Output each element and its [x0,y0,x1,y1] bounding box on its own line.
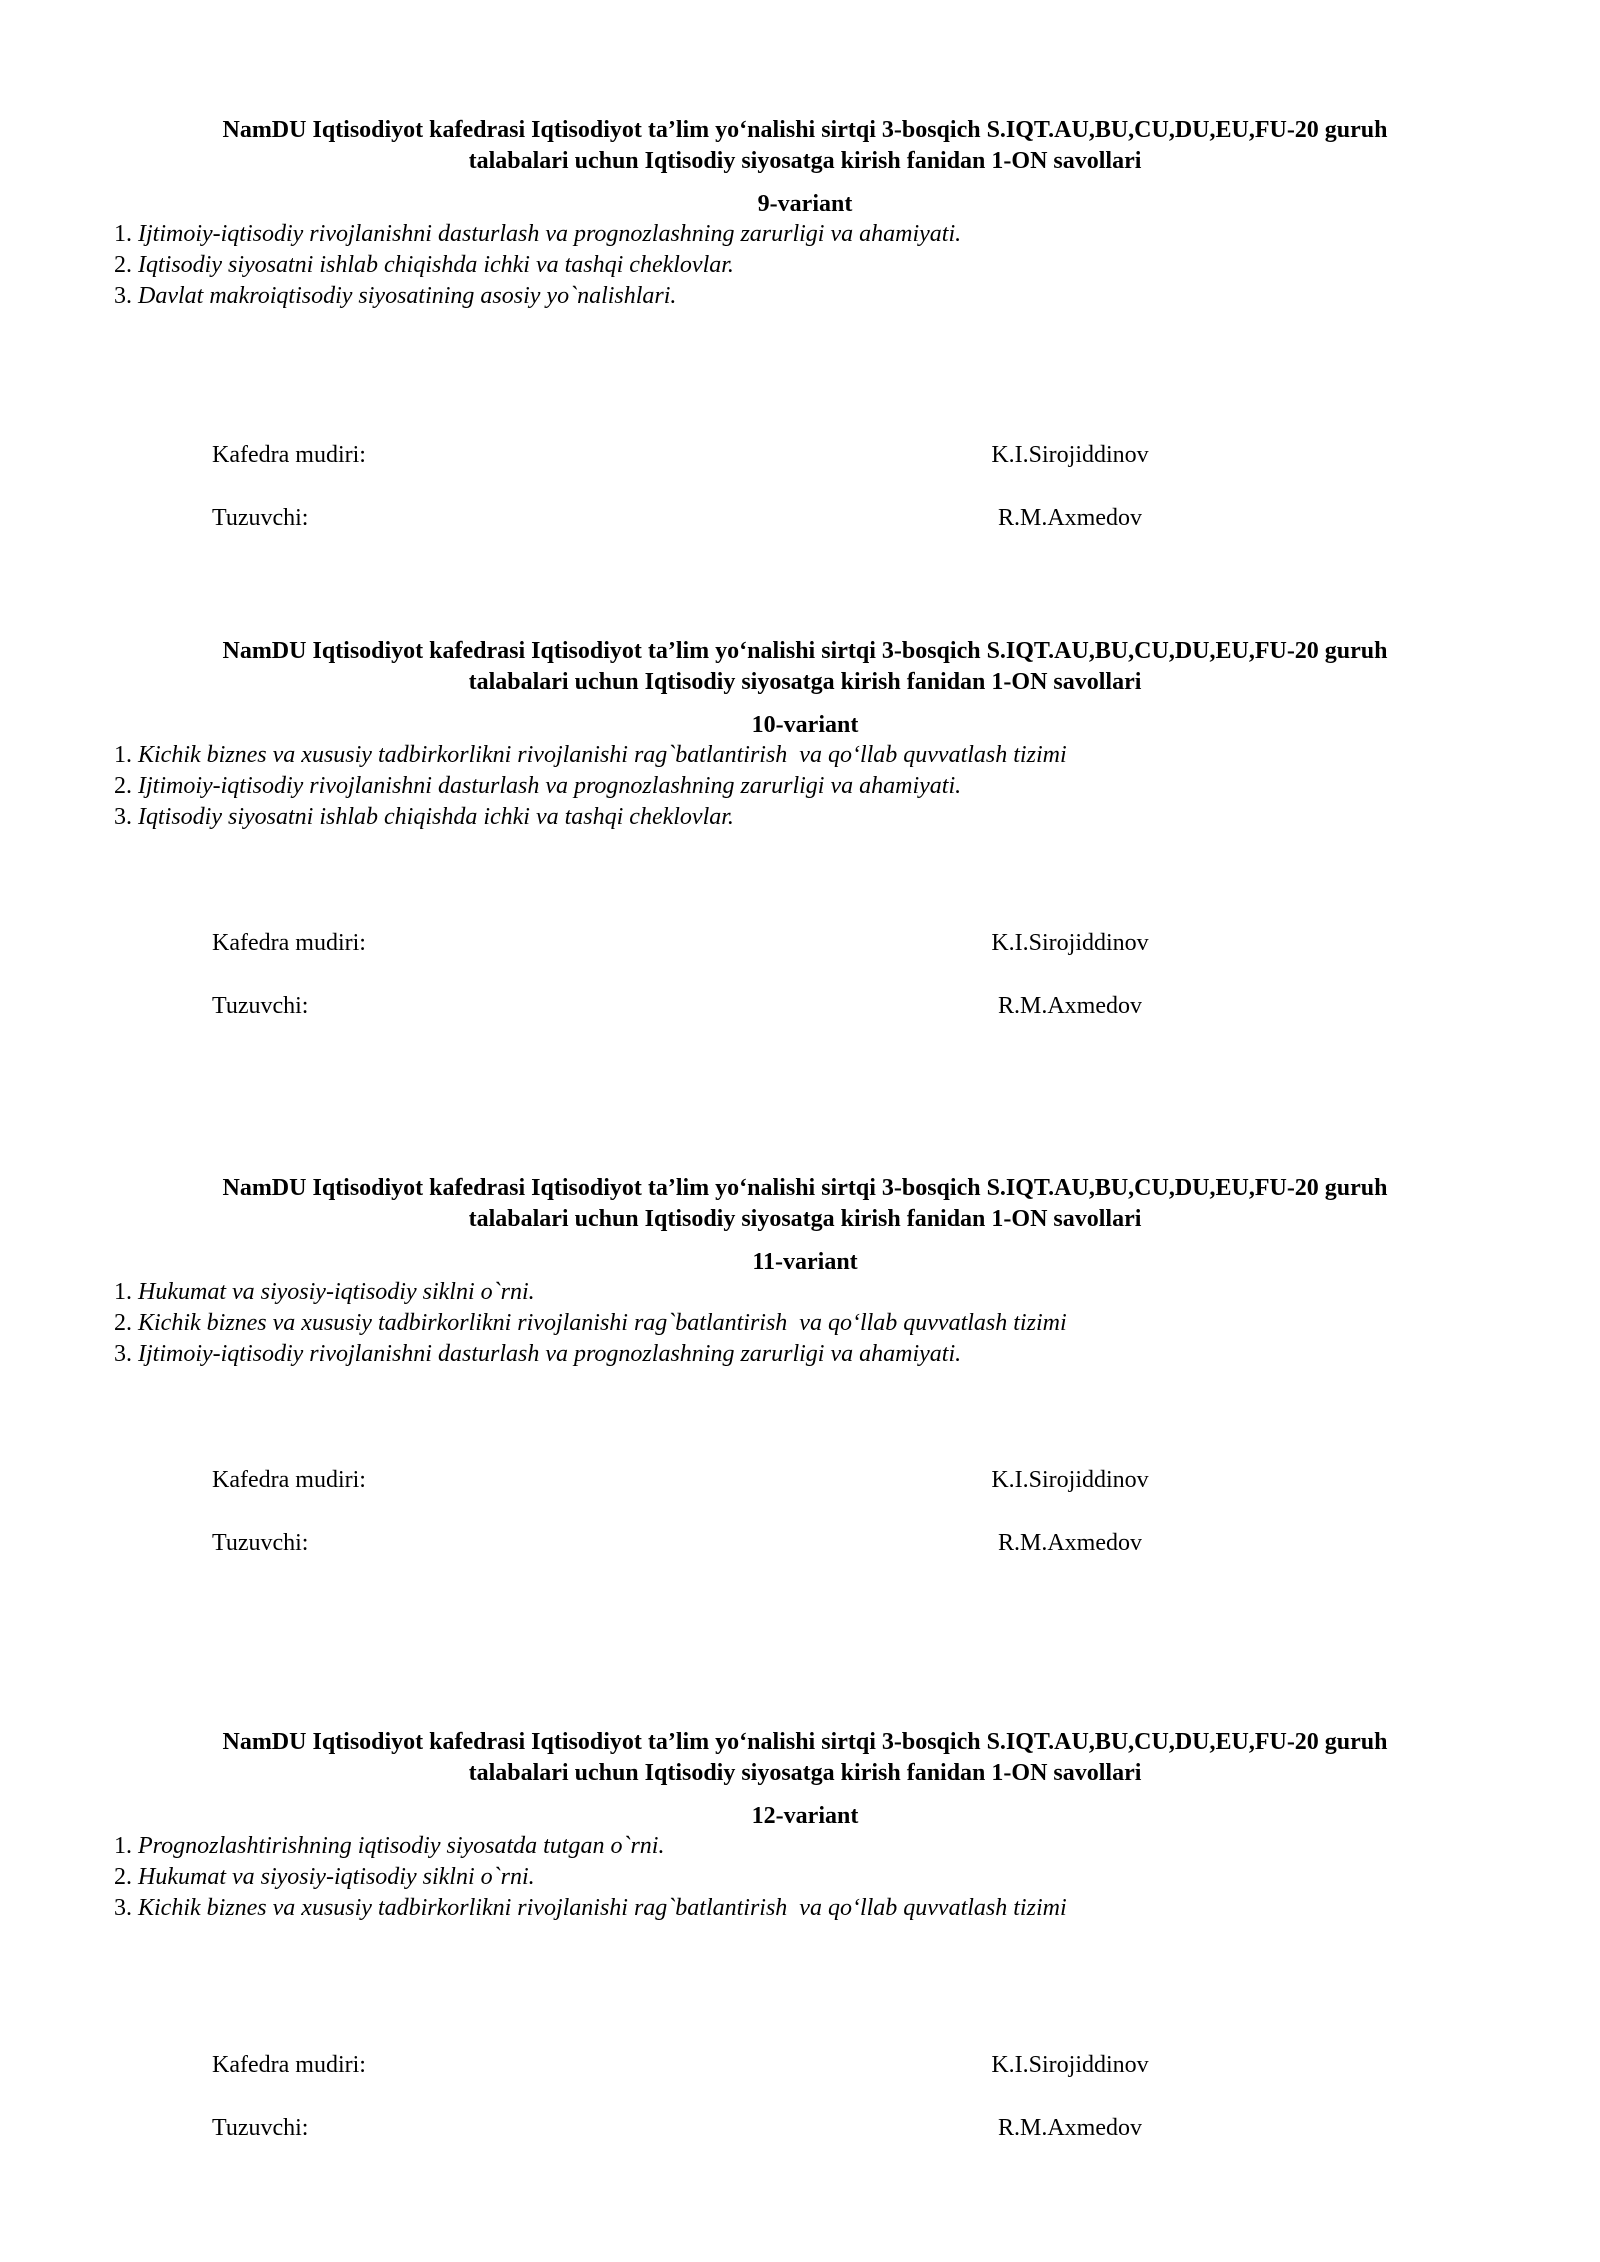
head-of-department-label: Kafedra mudiri: [212,2052,366,2078]
question-list [114,219,1414,312]
question-text: Kichik biznes va xususiy tadbirkorlikni rivojlanishi rag`batlantirish va qo‘llab quvvatlash tizimi [138,742,1067,768]
question-item [114,1862,1414,1893]
question-number: 2. [114,252,138,278]
question-number: 2. [114,1310,138,1336]
author-name: R.M.Axmedov [998,993,1142,1019]
author-label: Tuzuvchi: [212,1530,309,1556]
heading-line-1: NamDU Iqtisodiyot kafedrasi Iqtisodiyot ta’lim yo‘nalishi sirtqi 3-bosqich S.IQT.AU,BU,CU,DU,EU,FU-20 guruh [222,117,1388,143]
question-number: 1. [114,221,138,247]
question-number: 3. [114,283,138,309]
question-item [114,1893,1414,1924]
head-of-department-name: K.I.Sirojiddinov [991,442,1149,468]
question-text: Ijtimoiy-iqtisodiy rivojlanishni dasturlash va prognozlashning zarurligi va ahamiyati. [138,1341,962,1367]
author-label: Tuzuvchi: [212,505,309,531]
question-text: Kichik biznes va xususiy tadbirkorlikni rivojlanishi rag`batlantirish va qo‘llab quvvatlash tizimi [138,1310,1067,1336]
heading-line-2: talabalari uchun Iqtisodiy siyosatga kirish fanidan 1-ON savollari [468,1206,1142,1232]
head-of-department-name: K.I.Sirojiddinov [991,1467,1149,1493]
question-item [114,771,1414,802]
author-name: R.M.Axmedov [998,2115,1142,2141]
author-label: Tuzuvchi: [212,993,309,1019]
variant-title: 10-variant [751,712,859,738]
question-number: 1. [114,742,138,768]
question-item [114,802,1414,833]
question-number: 3. [114,1895,138,1921]
question-list [114,740,1414,833]
question-item [114,1308,1414,1339]
section-heading [100,1727,1510,1789]
variant-title: 12-variant [751,1803,859,1829]
question-list [114,1831,1414,1924]
author-name: R.M.Axmedov [998,1530,1142,1556]
head-of-department-label: Kafedra mudiri: [212,930,366,956]
variant-title: 11-variant [752,1249,858,1275]
head-of-department-label: Kafedra mudiri: [212,1467,366,1493]
question-number: 3. [114,1341,138,1367]
heading-line-2: talabalari uchun Iqtisodiy siyosatga kirish fanidan 1-ON savollari [468,669,1142,695]
question-number: 3. [114,804,138,830]
question-number: 2. [114,773,138,799]
heading-line-1: NamDU Iqtisodiyot kafedrasi Iqtisodiyot ta’lim yo‘nalishi sirtqi 3-bosqich S.IQT.AU,BU,CU,DU,EU,FU-20 guruh [222,1175,1388,1201]
head-of-department-name: K.I.Sirojiddinov [991,930,1149,956]
question-number: 2. [114,1864,138,1890]
question-item [114,1277,1414,1308]
question-list [114,1277,1414,1370]
question-text: Hukumat va siyosiy-iqtisodiy siklni o`rni. [138,1864,535,1890]
author-name: R.M.Axmedov [998,505,1142,531]
question-text: Ijtimoiy-iqtisodiy rivojlanishni dasturlash va prognozlashning zarurligi va ahamiyati. [138,773,962,799]
question-text: Iqtisodiy siyosatni ishlab chiqishda ichki va tashqi cheklovlar. [138,804,734,830]
heading-line-1: NamDU Iqtisodiyot kafedrasi Iqtisodiyot ta’lim yo‘nalishi sirtqi 3-bosqich S.IQT.AU,BU,CU,DU,EU,FU-20 guruh [222,1729,1388,1755]
heading-line-2: talabalari uchun Iqtisodiy siyosatga kirish fanidan 1-ON savollari [468,1760,1142,1786]
section-heading [100,115,1510,177]
question-text: Ijtimoiy-iqtisodiy rivojlanishni dasturlash va prognozlashning zarurligi va ahamiyati. [138,221,962,247]
head-of-department-label: Kafedra mudiri: [212,442,366,468]
author-label: Tuzuvchi: [212,2115,309,2141]
question-text: Davlat makroiqtisodiy siyosatining asosiy yo`nalishlari. [138,283,677,309]
question-item [114,1831,1414,1862]
question-text: Kichik biznes va xususiy tadbirkorlikni rivojlanishi rag`batlantirish va qo‘llab quvvatlash tizimi [138,1895,1067,1921]
section-heading [100,1173,1510,1235]
question-item [114,1339,1414,1370]
question-text: Iqtisodiy siyosatni ishlab chiqishda ichki va tashqi cheklovlar. [138,252,734,278]
question-item [114,250,1414,281]
question-item [114,740,1414,771]
question-number: 1. [114,1279,138,1305]
question-number: 1. [114,1833,138,1859]
section-heading [100,636,1510,698]
question-text: Hukumat va siyosiy-iqtisodiy siklni o`rni. [138,1279,535,1305]
head-of-department-name: K.I.Sirojiddinov [991,2052,1149,2078]
question-item [114,281,1414,312]
question-text: Prognozlashtirishning iqtisodiy siyosatda tutgan o`rni. [138,1833,665,1859]
question-item [114,219,1414,250]
heading-line-1: NamDU Iqtisodiyot kafedrasi Iqtisodiyot ta’lim yo‘nalishi sirtqi 3-bosqich S.IQT.AU,BU,CU,DU,EU,FU-20 guruh [222,638,1388,664]
variant-title: 9-variant [757,191,853,217]
heading-line-2: talabalari uchun Iqtisodiy siyosatga kirish fanidan 1-ON savollari [468,148,1142,174]
